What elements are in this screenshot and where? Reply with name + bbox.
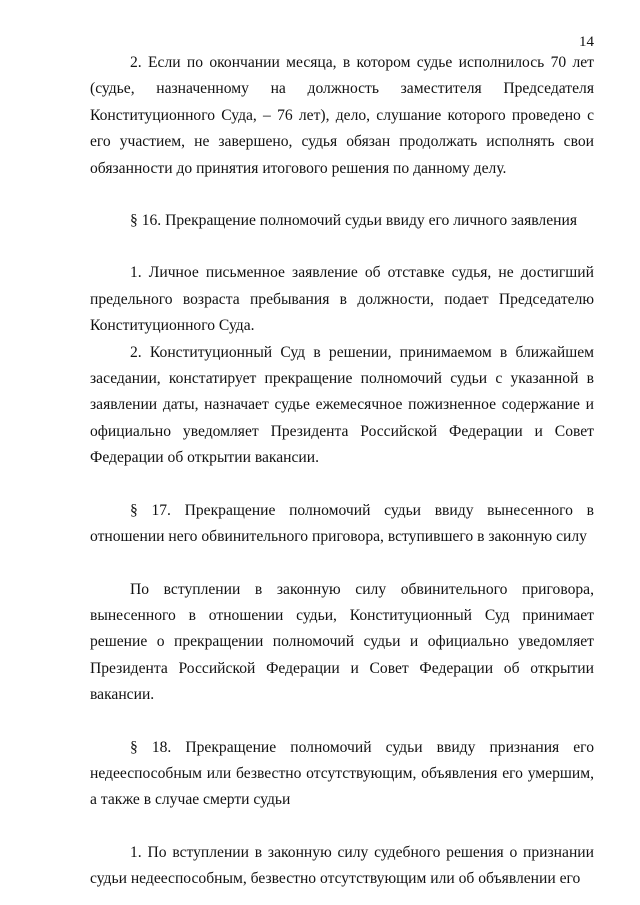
spacer: [90, 182, 594, 208]
spacer: [90, 709, 594, 735]
section-heading-17: § 17. Прекращение полномочий судьи ввиду вынесенного в отношении него обвинительного приговора, вступившего в законную силу: [90, 501, 594, 546]
paragraph-16-1: 1. Личное письменное заявление об отставке судья, не достигший предельного возраста пребывания в должности, подает Председателю Конституционного Суда.: [90, 264, 594, 335]
paragraph-15-2: 2. Если по окончании месяца, в котором судье исполнилось 70 лет (судье, назначенному на должность заместителя Председателя Конституционного Суда, – 76 лет), дело, слушание которого проведено с его участием, не завершено, судья обязан продолжать исполнять свои обязанности до принятия итогового решения по данному делу.: [90, 54, 594, 177]
section-heading-16: § 16. Прекращение полномочий судьи ввиду его личного заявления: [130, 212, 577, 230]
spacer: [90, 814, 594, 840]
section-heading-18: § 18. Прекращение полномочий судьи ввиду признания его недееспособным или безвестно отсутствующим, объявления его умершим, а также в случае смерти судьи: [90, 738, 594, 809]
paragraph-18-1: 1. По вступлении в законную силу судебного решения о признании судьи недееспособным, безвестно отсутствующим или об объявлении его: [90, 843, 594, 888]
spacer: [90, 551, 594, 577]
paragraph-16-2: 2. Конституционный Суд в решении, принимаемом в ближайшем заседании, констатирует прекращение полномочий судьи с указанной в заявлении даты, назначает судье ежемесячное пожизненное содержание и официально уведомляет Президента Российской Федерации и Совет Федерации об открытии вакансии.: [90, 343, 594, 467]
spacer: [90, 234, 594, 260]
page-number: 14: [579, 34, 594, 50]
spacer: [90, 472, 594, 498]
document-body: [90, 50, 594, 893]
paragraph-17: По вступлении в законную силу обвинительного приговора, вынесенного в отношении судьи, Конституционный Суд принимает решение о прекращении полномочий судьи и официально уведомляет Президента Российской Федерации и Совет Федерации об открытии вакансии.: [90, 580, 594, 704]
